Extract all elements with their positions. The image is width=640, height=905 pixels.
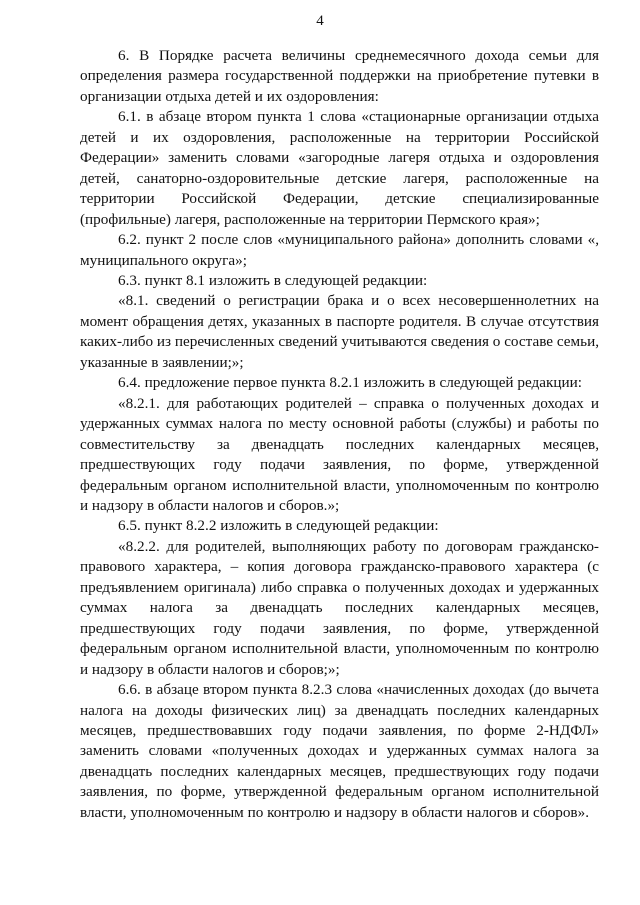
paragraph-6-5: 6.5. пункт 8.2.2 изложить в следующей редакции:: [118, 517, 439, 535]
page-number: 4: [316, 13, 324, 29]
paragraph-6-6: 6.6. в абзаце втором пункта 8.2.3 слова «начисленных доходах (до вычета налога на доходы физических лиц) за двенадцать последних календарных месяцев, предшествовавших году подачи заявления, по форме 2-НДФЛ» заменить словами «полученных доходах и удержанных суммах налога за двенадцать последних календарных месяцев, предшествующих году подачи заявления, по форме, утвержденной федеральным органом исполнительной власти, уполномоченным по контролю и надзору в области налогов и сборов».: [80, 681, 599, 821]
paragraph-8-1-quote: «8.1. сведений о регистрации брака и о всех несовершеннолетних на момент обращения детях, указанных в паспорте родителя. В случае отсутствия каких-либо из перечисленных сведений учитываются сведения о составе семьи, указанные в заявлении;»;: [80, 292, 599, 371]
paragraph-6-1: 6.1. в абзаце втором пункта 1 слова «стационарные организации отдыха детей и их оздоровления, расположенные на территории Российской Федерации» заменить словами «загородные лагеря отдыха и оздоровления детей, санаторно-оздоровительные детские лагеря, расположенные на территории Российской Федерации, детские специализированные (профильные) лагеря, расположенные на территории Пермского края»;: [80, 108, 599, 228]
paragraph-6-intro: 6. В Порядке расчета величины среднемесячного дохода семьи для определения размера государственной поддержки на приобретение путевки в организации отдыха детей и их оздоровления:: [80, 47, 599, 105]
paragraph-8-2-1-quote: «8.2.1. для работающих родителей – справка о полученных доходах и удержанных суммах налога по месту основной работы (службы) и работы по совместительству за двенадцать последних календарных месяцев, предшествующих году подачи заявления, по форме, утвержденной федеральным органом исполнительной власти, уполномоченным по контролю и надзору в области налогов и сборов.»;: [80, 394, 599, 514]
paragraph-6-3: 6.3. пункт 8.1 изложить в следующей редакции:: [118, 271, 428, 289]
paragraph-8-2-2-quote: «8.2.2. для родителей, выполняющих работу по договорам гражданско-правового характера, – копия договора гражданско-правового характера (с предъявлением оригинала) либо справка о полученных доходах и удержанных суммах налога за двенадцать последних календарных месяцев, предшествующих году подачи заявления, по форме, утвержденной федеральным органом исполнительной власти, уполномоченным по контролю и надзору в области налогов и сборов;»;: [80, 537, 599, 678]
document-body: [80, 46, 599, 823]
paragraph-6-4: 6.4. предложение первое пункта 8.2.1 изложить в следующей редакции:: [118, 374, 582, 392]
paragraph-6-2: 6.2. пункт 2 после слов «муниципального района» дополнить словами «, муниципального округа»;: [80, 231, 599, 269]
